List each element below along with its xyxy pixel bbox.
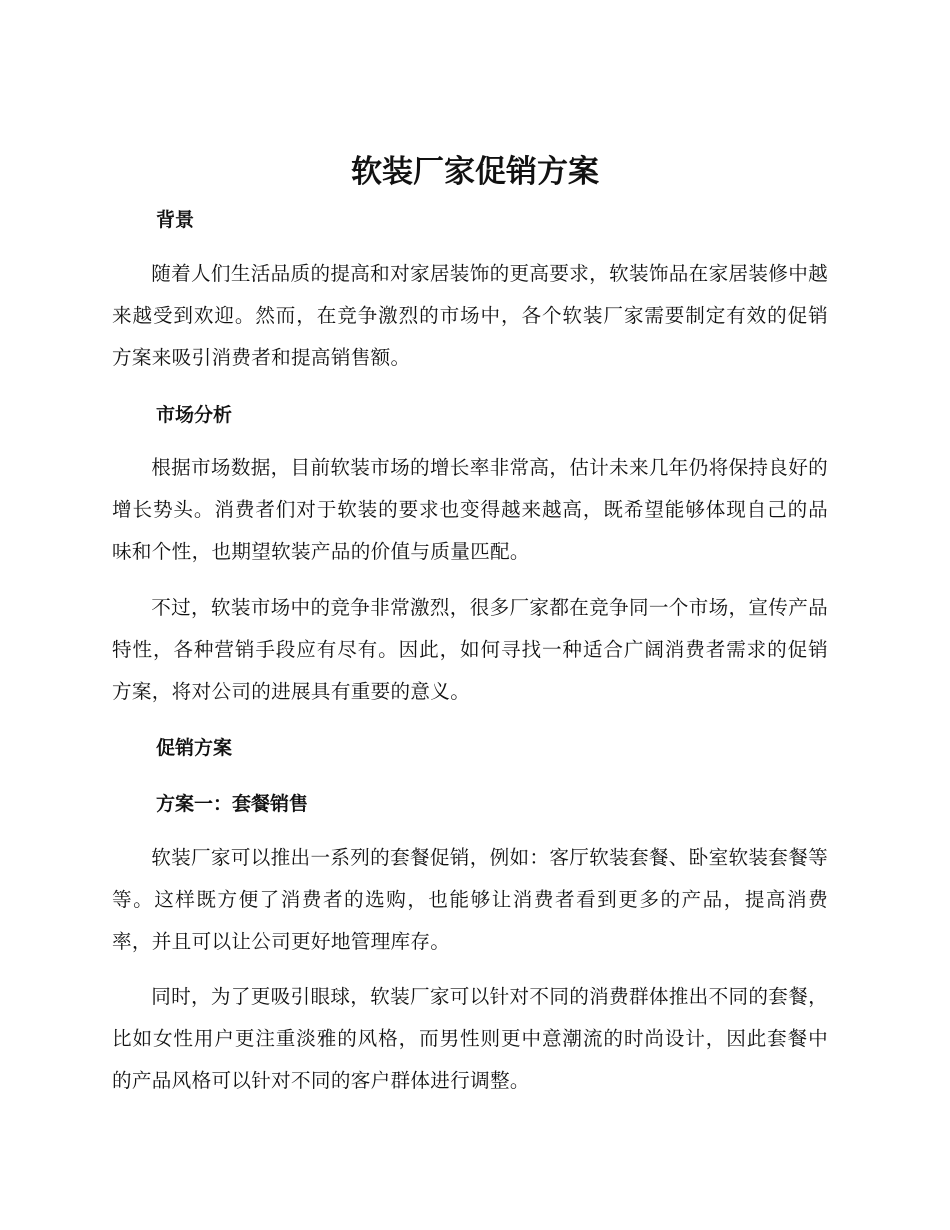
document-title: 软装厂家促销方案 bbox=[351, 154, 599, 190]
background-paragraph: 随着人们生活品质的提高和对家居装饰的更高要求，软装饰品在家居装修中越来越受到欢迎。然而，在竞争激烈的市场中，各个软装厂家需要制定有效的促销方案来吸引消费者和提高销售额。 bbox=[112, 262, 828, 369]
section-heading-background: 背景 bbox=[156, 209, 195, 231]
section-heading-promotion-plan: 促销方案 bbox=[156, 737, 233, 759]
plan-one-paragraph-2: 同时，为了更吸引眼球，软装厂家可以针对不同的消费群体推出不同的套餐，比如女性用户更注重淡雅的风格，而男性则更中意潮流的时尚设计，因此套餐中的产品风格可以针对不同的客户群体进行调整。 bbox=[112, 985, 828, 1092]
plan-one-paragraph-1: 软装厂家可以推出一系列的套餐促销，例如：客厅软装套餐、卧室软装套餐等等。这样既方便了消费者的选购，也能够让消费者看到更多的产品，提高消费率，并且可以让公司更好地管理库存。 bbox=[112, 846, 828, 953]
section-heading-market-analysis: 市场分析 bbox=[156, 404, 233, 426]
market-paragraph-2: 不过，软装市场中的竞争非常激烈，很多厂家都在竞争同一个市场，宣传产品特性，各种营销手段应有尽有。因此，如何寻找一种适合广阔消费者需求的促销方案，将对公司的进展具有重要的意义。 bbox=[112, 596, 828, 703]
subsection-heading-plan-one: 方案一：套餐销售 bbox=[156, 793, 309, 815]
market-paragraph-1: 根据市场数据，目前软装市场的增长率非常高，估计未来几年仍将保持良好的增长势头。消费者们对于软装的要求也变得越来越高，既希望能够体现自己的品味和个性，也期望软装产品的价值与质量匹配。 bbox=[112, 456, 828, 563]
